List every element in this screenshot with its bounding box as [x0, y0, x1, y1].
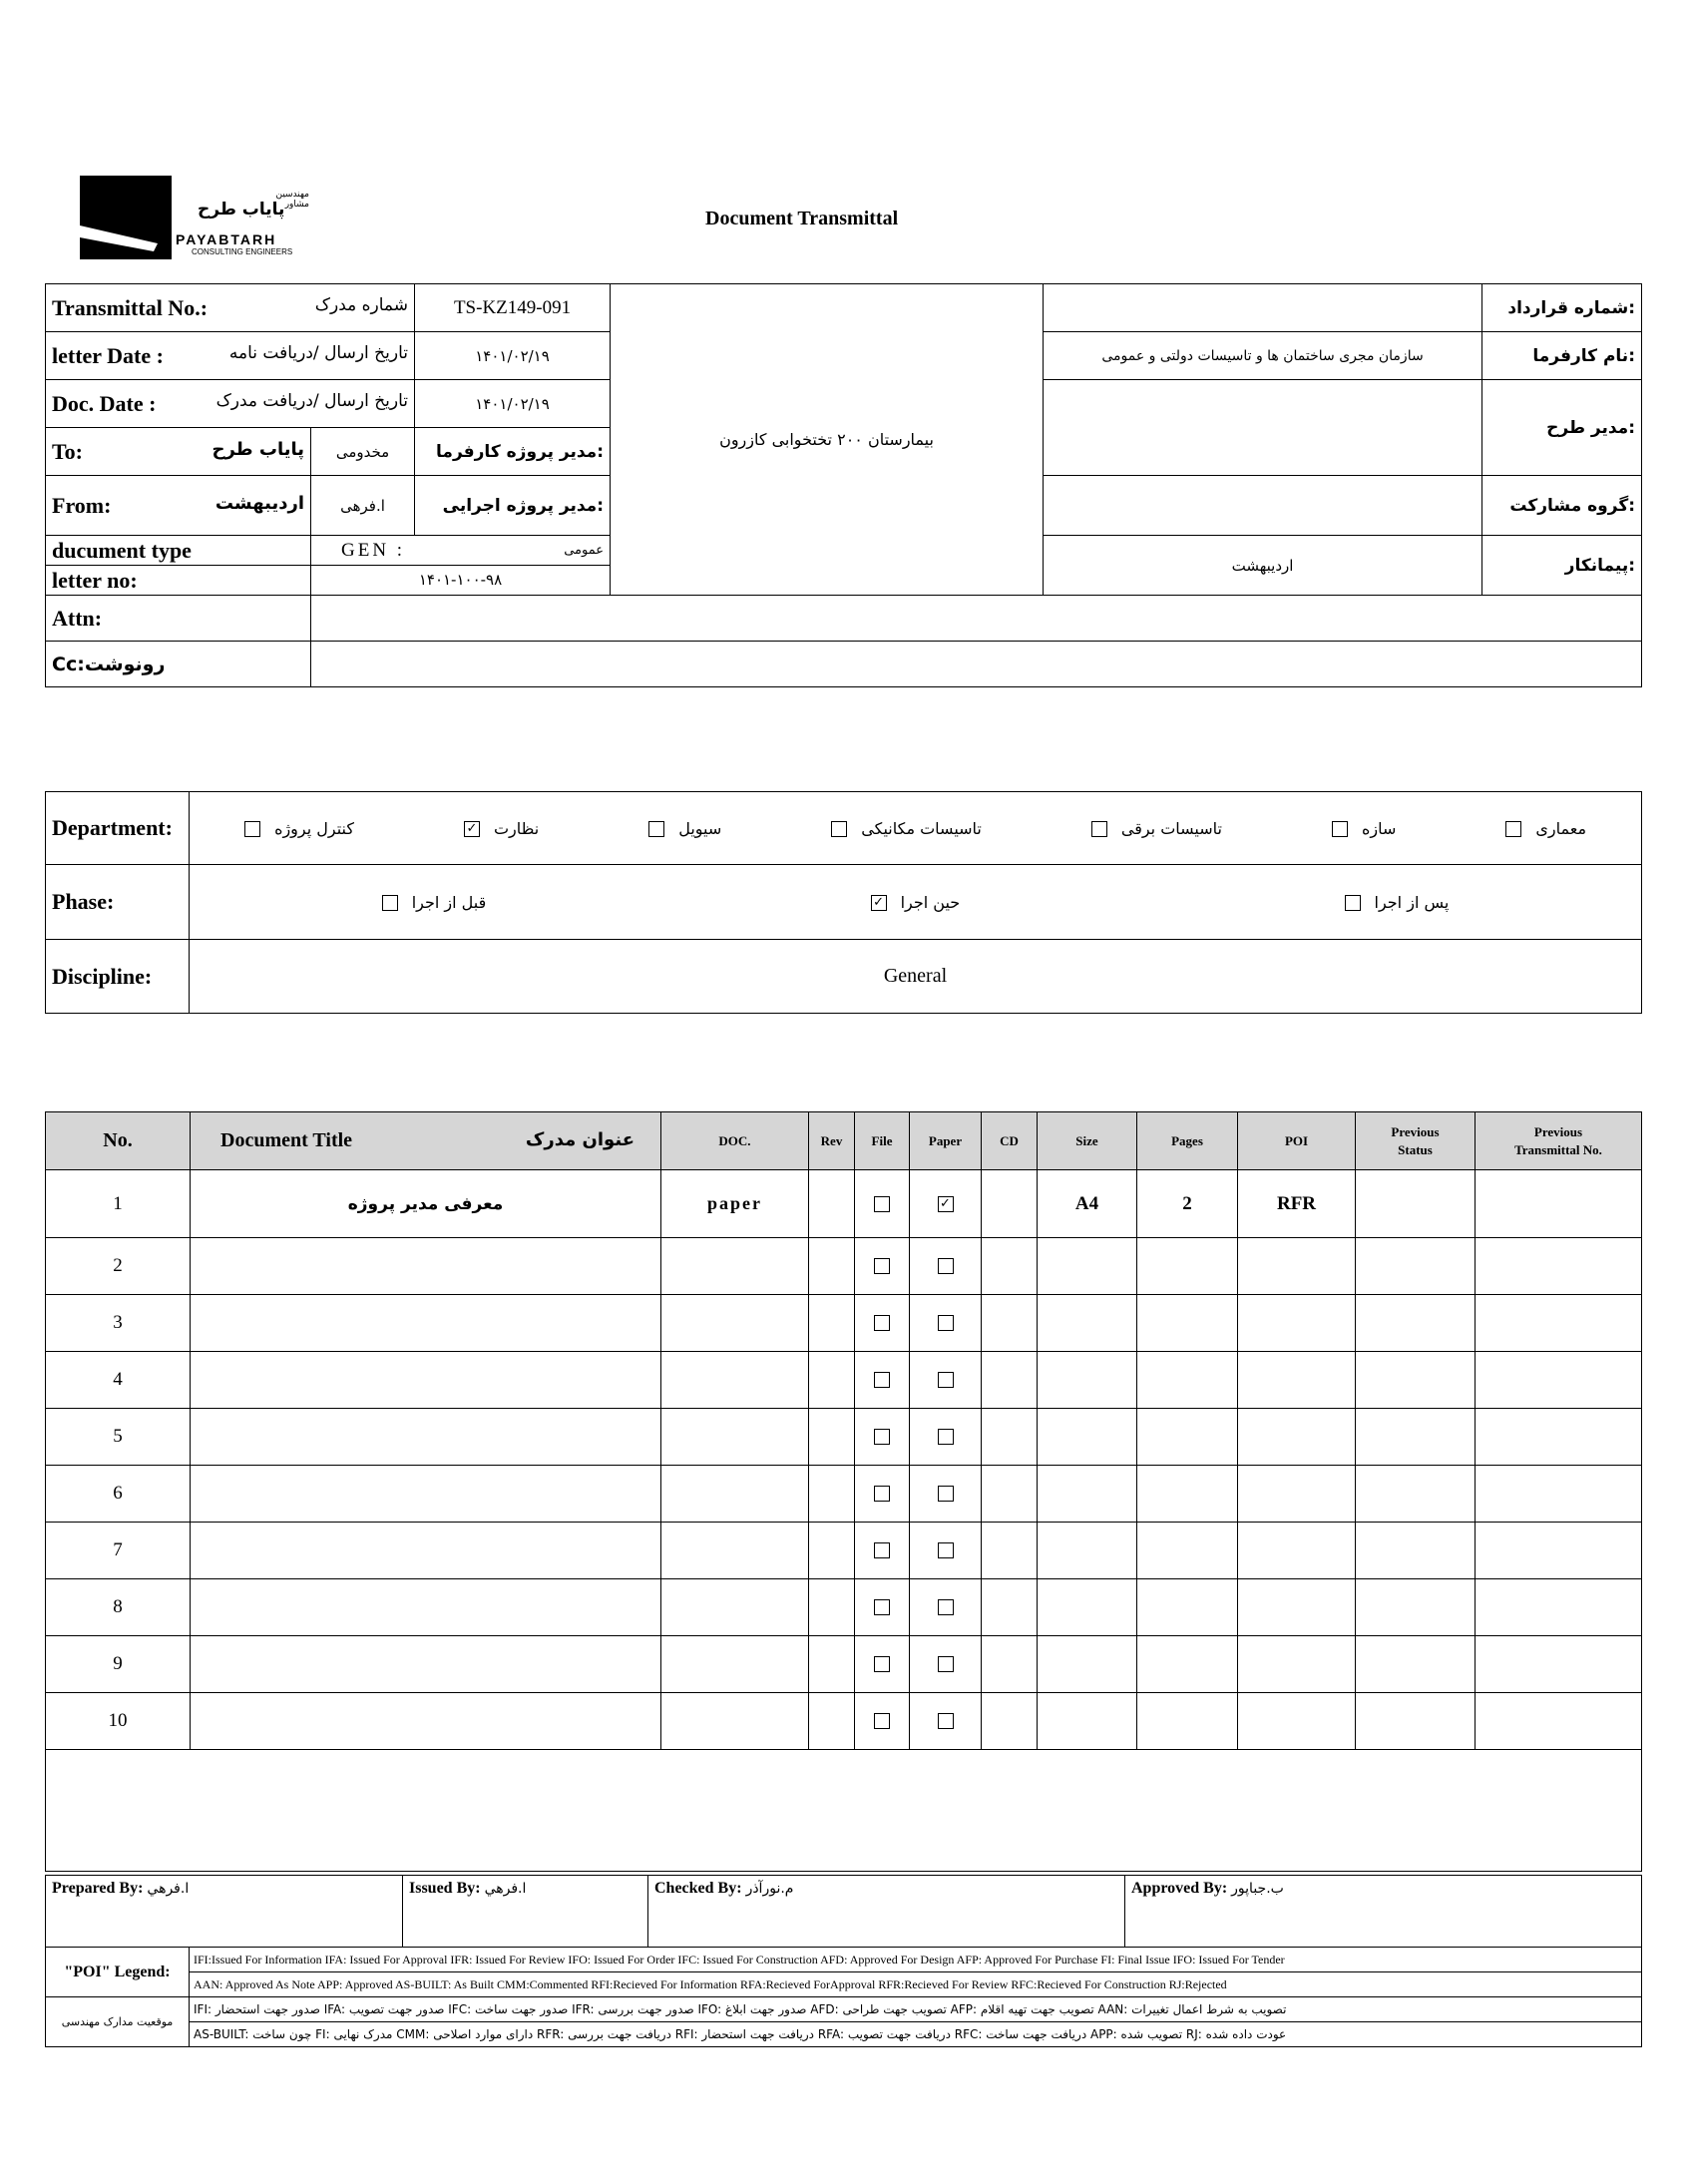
department-option-label: سازه: [1361, 818, 1397, 838]
col-title: [191, 1112, 661, 1170]
row-poi: RFR: [1238, 1170, 1356, 1238]
col-prev-trans-1: Previous: [1533, 1123, 1583, 1139]
department-option-label: تاسیسات مکانیکی: [861, 818, 982, 838]
row-prev-trans: [1476, 1238, 1642, 1295]
row-prev-trans: [1476, 1295, 1642, 1352]
company-name-fa: پایاب طرح: [198, 200, 285, 219]
row-size: [1038, 1352, 1137, 1409]
phase-options: [190, 865, 1642, 940]
logo-mark-icon: [80, 176, 172, 259]
row-cd: [982, 1409, 1038, 1466]
row-doc: [661, 1466, 809, 1523]
transmittal-label-cell: [46, 284, 415, 332]
row-paper: [910, 1466, 982, 1523]
phase-checkbox[interactable]: ✓: [871, 895, 887, 911]
phase-option[interactable]: [382, 893, 487, 912]
file-checkbox[interactable]: [874, 1656, 890, 1672]
paper-checkbox[interactable]: [938, 1713, 954, 1729]
row-title: [191, 1295, 661, 1352]
row-cd: [982, 1466, 1038, 1523]
department-option[interactable]: [1091, 819, 1222, 838]
row-pages: [1137, 1523, 1238, 1579]
attn-value: [311, 596, 1642, 642]
paper-checkbox[interactable]: [938, 1486, 954, 1502]
to-label: To:: [52, 438, 83, 464]
col-doc: DOC.: [661, 1112, 809, 1170]
row-no: 4: [46, 1352, 191, 1409]
row-cd: [982, 1523, 1038, 1579]
row-doc: [661, 1238, 809, 1295]
row-paper: [910, 1238, 982, 1295]
table-row: [46, 1636, 1642, 1693]
row-prev-trans: [1476, 1466, 1642, 1523]
project-name: بیمارستان ۲۰۰ تختخوابی کازرون: [611, 284, 1044, 596]
col-prev-status: [1356, 1112, 1476, 1170]
prepared-label: Prepared By:: [52, 1880, 144, 1897]
doctype-letterno-labels: [46, 536, 311, 596]
paper-checkbox[interactable]: ✓: [938, 1196, 954, 1212]
row-cd: [982, 1170, 1038, 1238]
company-name-en: PAYABTARH: [176, 231, 277, 247]
row-doc: [661, 1295, 809, 1352]
row-paper: [910, 1352, 982, 1409]
doctype-letterno-values: [311, 536, 611, 596]
table-row: [46, 1523, 1642, 1579]
row-paper: [910, 1409, 982, 1466]
table-row: [46, 1352, 1642, 1409]
row-file: [855, 1579, 910, 1636]
row-poi: [1238, 1295, 1356, 1352]
department-option[interactable]: [831, 819, 982, 838]
phase-option[interactable]: [871, 893, 961, 912]
attn-label: Attn:: [46, 596, 311, 642]
row-rev: [809, 1636, 855, 1693]
row-no: 3: [46, 1295, 191, 1352]
row-prev-status: [1356, 1523, 1476, 1579]
department-option[interactable]: [648, 819, 721, 838]
issued-cell: [403, 1876, 648, 1948]
row-size: [1038, 1579, 1137, 1636]
col-prev-status-1: Previous: [1391, 1123, 1440, 1139]
col-pages: Pages: [1137, 1112, 1238, 1170]
department-checkbox[interactable]: ✓: [464, 821, 480, 837]
to-label-cell: [46, 428, 311, 476]
row-rev: [809, 1352, 855, 1409]
paper-checkbox[interactable]: [938, 1542, 954, 1558]
row-no: 8: [46, 1579, 191, 1636]
document-rows: [46, 1170, 1642, 1750]
plan-manager: [1044, 380, 1482, 476]
table-row: [46, 1409, 1642, 1466]
row-prev-trans: [1476, 1636, 1642, 1693]
row-pages: [1137, 1352, 1238, 1409]
table-row: [46, 1466, 1642, 1523]
from-value: اردیبهشت: [214, 492, 304, 514]
row-poi: [1238, 1523, 1356, 1579]
checked-cell: [648, 1876, 1125, 1948]
phase-option-label: پس از اجرا: [1374, 892, 1450, 912]
row-cd: [982, 1693, 1038, 1750]
row-pages: [1137, 1636, 1238, 1693]
doc-type-label: ducument type: [46, 536, 310, 566]
legend-line-4: AS-BUILT: چون ساخت FI: مدرک نهایی CMM: دارای موارد اصلاحی RFR: دریافت جهت بررسی RFI: دریافت جهت استحضار RFA: دریافت جهت تصویب RFC: دریافت جهت ساخت APP: تصویب شده RJ: عودت داده شده: [190, 2022, 1642, 2047]
discipline-label: Discipline:: [46, 940, 190, 1014]
phase-option[interactable]: [1345, 893, 1450, 912]
col-prev-trans: [1476, 1112, 1642, 1170]
checked-by: م.نورآذر: [745, 1881, 794, 1897]
row-title: [191, 1466, 661, 1523]
row-no: 9: [46, 1636, 191, 1693]
approved-by: ب.جباپور: [1231, 1881, 1284, 1897]
to-value: پایاب طرح: [211, 438, 304, 460]
page-title: Document Transmittal: [705, 208, 899, 229]
row-pages: [1137, 1466, 1238, 1523]
department-option-label: تاسیسات برقی: [1120, 818, 1222, 838]
letter-no: ۱۴۰۱-۱۰۰-۹۸: [418, 571, 503, 589]
col-file: File: [855, 1112, 910, 1170]
row-size: [1038, 1409, 1137, 1466]
row-file: [855, 1170, 910, 1238]
row-paper: [910, 1579, 982, 1636]
doc-date: ۱۴۰۱/۰۲/۱۹: [415, 380, 611, 428]
row-title: [191, 1523, 661, 1579]
col-paper: Paper: [910, 1112, 982, 1170]
row-rev: [809, 1693, 855, 1750]
row-rev: [809, 1295, 855, 1352]
to-person: مخدومی: [311, 428, 415, 476]
row-title: معرفی مدیر پروژه: [191, 1170, 661, 1238]
table-row: [46, 1238, 1642, 1295]
file-checkbox[interactable]: [874, 1542, 890, 1558]
row-prev-trans: [1476, 1523, 1642, 1579]
row-rev: [809, 1170, 855, 1238]
paper-checkbox[interactable]: [938, 1258, 954, 1274]
row-cd: [982, 1579, 1038, 1636]
department-options: [190, 792, 1642, 865]
row-no: 2: [46, 1238, 191, 1295]
department-checkbox[interactable]: [1091, 821, 1107, 837]
approved-cell: [1125, 1876, 1642, 1948]
from-person: ا.فرهی: [311, 476, 415, 536]
phase-option-label: حین اجرا: [900, 892, 961, 912]
row-title: [191, 1636, 661, 1693]
approved-label: Approved By:: [1131, 1880, 1228, 1897]
row-title: [191, 1238, 661, 1295]
table-row: [46, 1170, 1642, 1238]
row-title: [191, 1693, 661, 1750]
row-poi: [1238, 1409, 1356, 1466]
row-prev-status: [1356, 1579, 1476, 1636]
row-doc: [661, 1523, 809, 1579]
contract-no: [1044, 284, 1482, 332]
row-pages: [1137, 1693, 1238, 1750]
department-option-label: معماری: [1535, 818, 1587, 838]
cc-value: [311, 642, 1642, 687]
file-checkbox[interactable]: [874, 1486, 890, 1502]
row-prev-status: [1356, 1466, 1476, 1523]
row-doc: [661, 1409, 809, 1466]
row-file: [855, 1466, 910, 1523]
row-prev-status: [1356, 1636, 1476, 1693]
row-prev-status: [1356, 1409, 1476, 1466]
table-row: [46, 1579, 1642, 1636]
department-checkbox[interactable]: [831, 821, 847, 837]
doc-type-code: GEN :: [341, 540, 406, 561]
file-checkbox[interactable]: [874, 1372, 890, 1388]
from-label: From:: [52, 492, 112, 518]
col-rev: Rev: [809, 1112, 855, 1170]
row-no: 1: [46, 1170, 191, 1238]
classification-table: [45, 791, 1642, 1014]
prepared-cell: [46, 1876, 403, 1948]
row-pages: [1137, 1295, 1238, 1352]
paper-checkbox[interactable]: [938, 1656, 954, 1672]
row-pages: [1137, 1238, 1238, 1295]
letter-date-label-fa: تاریخ ارسال /دریافت نامه: [228, 342, 409, 363]
row-no: 7: [46, 1523, 191, 1579]
col-cd: CD: [982, 1112, 1038, 1170]
legend-line-3: IFI: صدور جهت استحضار IFA: صدور جهت تصویب IFC: صدور جهت ساخت IFR: صدور جهت بررسی IFO: صدور جهت ابلاغ AFD: تصویب جهت طراحی AFP: تصویب جهت تهیه اقلام AAN: تصویب به شرط اعمال تغییرات: [190, 1997, 1642, 2022]
row-paper: [910, 1170, 982, 1238]
row-size: [1038, 1693, 1137, 1750]
row-prev-trans: [1476, 1579, 1642, 1636]
row-prev-trans: [1476, 1693, 1642, 1750]
row-doc: [661, 1693, 809, 1750]
row-poi: [1238, 1579, 1356, 1636]
row-title: [191, 1409, 661, 1466]
row-size: [1038, 1636, 1137, 1693]
row-poi: [1238, 1238, 1356, 1295]
paper-checkbox[interactable]: [938, 1372, 954, 1388]
department-option[interactable]: [464, 819, 539, 838]
department-checkbox[interactable]: [648, 821, 664, 837]
row-doc: [661, 1636, 809, 1693]
issued-label: Issued By:: [409, 1880, 481, 1897]
row-cd: [982, 1238, 1038, 1295]
issued-by: ا.فرهي: [484, 1881, 527, 1897]
contractor-label: پیمانکار:: [1482, 536, 1642, 596]
row-prev-status: [1356, 1352, 1476, 1409]
department-checkbox[interactable]: [244, 821, 260, 837]
row-cd: [982, 1295, 1038, 1352]
col-prev-trans-2: Transmittal No.: [1514, 1141, 1602, 1157]
phase-label: Phase:: [46, 865, 190, 940]
company-tag-fa: مهندسین مشاور: [275, 190, 309, 210]
row-paper: [910, 1295, 982, 1352]
row-title: [191, 1579, 661, 1636]
department-option[interactable]: [244, 819, 354, 838]
documents-table: [45, 1111, 1642, 1872]
row-prev-status: [1356, 1295, 1476, 1352]
status-legend-label: موقعیت مدارک مهندسی: [46, 1997, 190, 2047]
from-role-label: مدیر پروژه اجرایی:: [415, 476, 611, 536]
row-cd: [982, 1636, 1038, 1693]
partnership-label: گروه مشارکت:: [1482, 476, 1642, 536]
row-no: 6: [46, 1466, 191, 1523]
file-checkbox[interactable]: [874, 1315, 890, 1331]
row-poi: [1238, 1636, 1356, 1693]
row-prev-trans: [1476, 1170, 1642, 1238]
employer: سازمان مجری ساختمان ها و تاسیسات دولتی و عمومی: [1044, 332, 1482, 380]
letter-date-label: letter Date :: [52, 342, 164, 368]
row-rev: [809, 1523, 855, 1579]
row-prev-trans: [1476, 1409, 1642, 1466]
table-row: [46, 1693, 1642, 1750]
row-file: [855, 1352, 910, 1409]
doc-date-label-cell: [46, 380, 415, 428]
row-prev-status: [1356, 1238, 1476, 1295]
file-checkbox[interactable]: [874, 1713, 890, 1729]
legend-table: [45, 1947, 1642, 2047]
phase-option-label: قبل از اجرا: [411, 892, 487, 912]
row-paper: [910, 1636, 982, 1693]
col-no: No.: [46, 1112, 191, 1170]
row-file: [855, 1295, 910, 1352]
signatures-table: [45, 1875, 1642, 1948]
transmittal-label: Transmittal No.:: [52, 294, 209, 320]
row-prev-status: [1356, 1170, 1476, 1238]
row-pages: 2: [1137, 1170, 1238, 1238]
doc-date-label-fa: تاریخ ارسال /دریافت مدرک: [215, 390, 409, 411]
row-poi: [1238, 1693, 1356, 1750]
file-checkbox[interactable]: [874, 1196, 890, 1212]
col-title-fa: عنوان مدرک: [525, 1129, 634, 1150]
doc-date-label: Doc. Date :: [52, 390, 157, 416]
cc-label: Cc:رونوشت: [46, 642, 311, 687]
row-cd: [982, 1352, 1038, 1409]
row-prev-trans: [1476, 1352, 1642, 1409]
row-file: [855, 1238, 910, 1295]
letter-no-label: letter no:: [52, 568, 138, 593]
row-rev: [809, 1466, 855, 1523]
row-size: [1038, 1238, 1137, 1295]
prepared-by: ا.فرهي: [147, 1881, 190, 1897]
row-size: [1038, 1523, 1137, 1579]
from-label-cell: [46, 476, 311, 536]
company-logo: [80, 176, 309, 259]
paper-checkbox[interactable]: [938, 1599, 954, 1615]
file-checkbox[interactable]: [874, 1258, 890, 1274]
department-checkbox[interactable]: [1505, 821, 1521, 837]
plan-manager-label: مدیر طرح:: [1482, 380, 1642, 476]
row-size: [1038, 1295, 1137, 1352]
info-table: [45, 283, 1642, 687]
col-poi: POI: [1238, 1112, 1356, 1170]
checked-label: Checked By:: [654, 1880, 742, 1897]
row-poi: [1238, 1352, 1356, 1409]
row-rev: [809, 1579, 855, 1636]
department-checkbox[interactable]: [1332, 821, 1348, 837]
row-file: [855, 1523, 910, 1579]
row-prev-status: [1356, 1693, 1476, 1750]
to-role-label: مدیر پروژه کارفرما:: [415, 428, 611, 476]
col-title-en: Document Title: [220, 1129, 353, 1151]
notes-area: [46, 1750, 1642, 1872]
row-size: A4: [1038, 1170, 1137, 1238]
row-doc: [661, 1579, 809, 1636]
company-sub-en: CONSULTING ENGINEERS: [192, 247, 293, 256]
department-option[interactable]: [1505, 819, 1586, 838]
partnership: [1044, 476, 1482, 536]
transmittal-label-fa: شماره مدرک: [314, 294, 409, 315]
department-option-label: سیویل: [678, 818, 722, 838]
department-option-label: نظارت: [493, 818, 540, 838]
row-file: [855, 1693, 910, 1750]
row-poi: [1238, 1466, 1356, 1523]
discipline-value: General: [190, 940, 1642, 1014]
row-pages: [1137, 1579, 1238, 1636]
col-size: Size: [1038, 1112, 1137, 1170]
paper-checkbox[interactable]: [938, 1315, 954, 1331]
col-prev-status-2: Status: [1398, 1141, 1433, 1157]
poi-legend-label: "POI" Legend:: [46, 1948, 190, 1997]
department-label: Department:: [46, 792, 190, 865]
row-file: [855, 1636, 910, 1693]
phase-list: [190, 865, 1641, 939]
phase-checkbox[interactable]: [1345, 895, 1361, 911]
row-rev: [809, 1409, 855, 1466]
file-checkbox[interactable]: [874, 1599, 890, 1615]
department-list: [190, 792, 1641, 864]
transmittal-no: TS-KZ149-091: [415, 284, 611, 332]
row-no: 5: [46, 1409, 191, 1466]
row-file: [855, 1409, 910, 1466]
letter-date: ۱۴۰۱/۰۲/۱۹: [415, 332, 611, 380]
row-paper: [910, 1693, 982, 1750]
row-paper: [910, 1523, 982, 1579]
contractor: اردیبهشت: [1044, 536, 1482, 596]
row-title: [191, 1352, 661, 1409]
row-pages: [1137, 1409, 1238, 1466]
doc-type-fa: عمومی: [564, 543, 605, 558]
employer-label: نام کارفرما:: [1482, 332, 1642, 380]
legend-line-1: IFI:Issued For Information IFA: Issued For Approval IFR: Issued For Review IFO: Issued For Order IFC: Issued For Construction AFD: Approved For Design AFP: Approved For Purchase FI: Final Issue IFO: Issued For Tender: [190, 1948, 1642, 1972]
phase-checkbox[interactable]: [382, 895, 398, 911]
row-size: [1038, 1466, 1137, 1523]
row-rev: [809, 1238, 855, 1295]
table-row: [46, 1295, 1642, 1352]
row-doc: [661, 1352, 809, 1409]
paper-checkbox[interactable]: [938, 1429, 954, 1445]
row-doc: paper: [661, 1170, 809, 1238]
contract-no-label: شماره قرارداد:: [1482, 284, 1642, 332]
legend-line-2: AAN: Approved As Note APP: Approved AS-BUILT: As Built CMM:Commented RFI:Recieved For Information RFA:Recieved ForApproval RFR:Recieved For Review RFC:Recieved For Construction RJ:Rejected: [190, 1972, 1642, 1997]
department-option[interactable]: [1332, 819, 1396, 838]
row-no: 10: [46, 1693, 191, 1750]
department-option-label: کنترل پروژه: [274, 818, 354, 838]
file-checkbox[interactable]: [874, 1429, 890, 1445]
letter-date-label-cell: [46, 332, 415, 380]
